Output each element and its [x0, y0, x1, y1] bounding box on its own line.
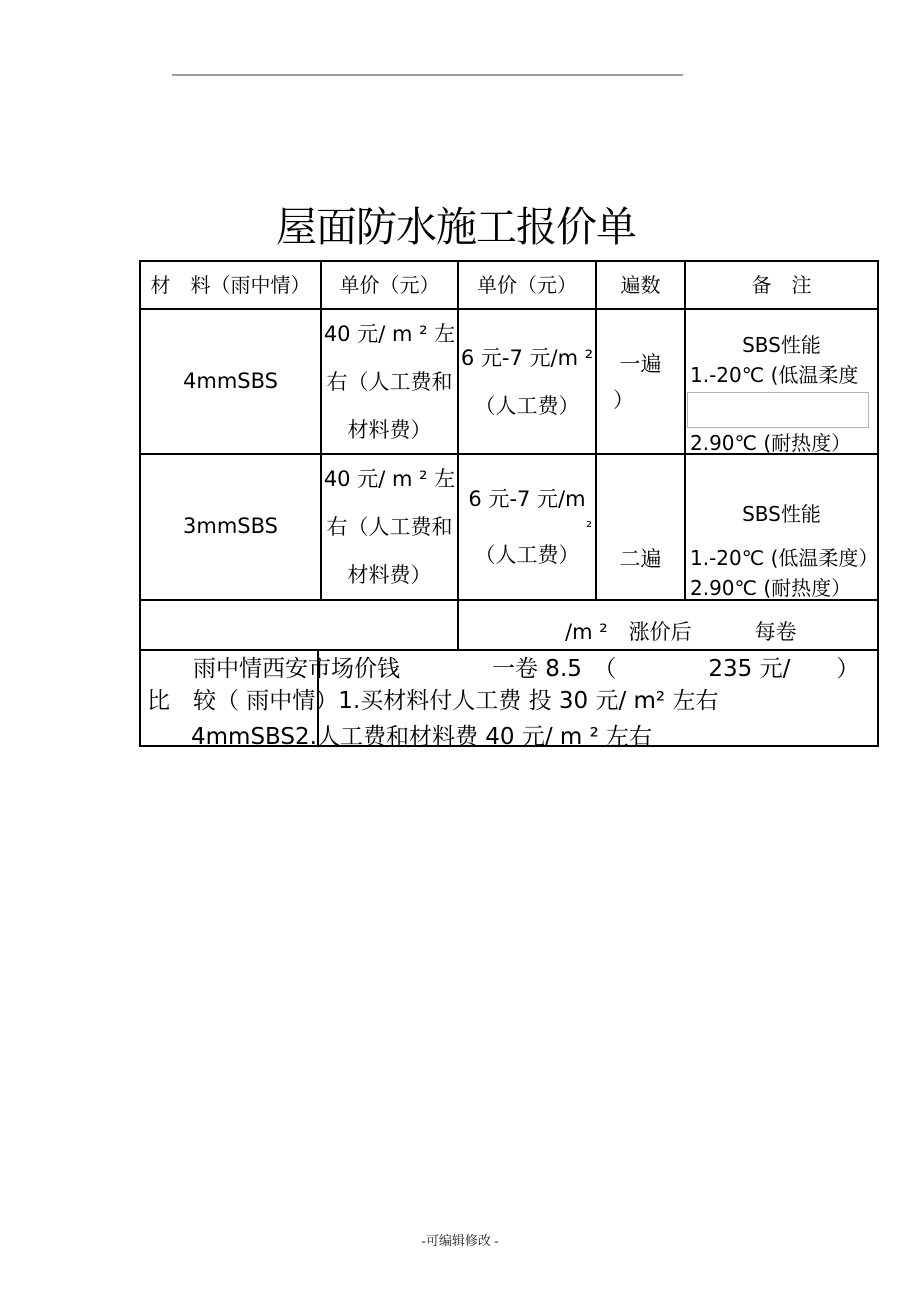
note-line: 2.90℃ (耐热度） [690, 576, 852, 600]
note-line: 2.90℃ (耐热度） [690, 431, 852, 455]
note-line: 1.-20℃ (低温柔度） [690, 546, 879, 570]
comparison-line: 4mmSBS2.人工费和材料费 40 元/ m ² 左右 [191, 724, 653, 750]
price-line: 右（人工费和 [326, 515, 453, 539]
row3-empty-cell [141, 601, 459, 651]
passes-cell-r2: 二遍 [597, 455, 686, 601]
price-line: 6 元-7 元/m [468, 487, 586, 511]
price-line: 40 元/ m ² 左 [323, 467, 456, 491]
price-line: 材料费） [347, 563, 432, 587]
note-line: SBS性能 [742, 333, 821, 357]
material-cell-4mmsbs: 4mmSBS [141, 310, 322, 455]
editable-note-footer: -可编辑修改 - [421, 1233, 499, 1248]
row3-price-note-cell: /m ² 涨价后 每卷 [459, 601, 877, 651]
empty-text-box [687, 392, 869, 428]
quotation-table [139, 260, 879, 750]
price-line: 40 元/ m ² 左 [323, 322, 456, 346]
price2-cell-r1 [459, 310, 597, 455]
price2-cell-r2 [459, 455, 597, 601]
price-line: （人工费） [474, 393, 580, 418]
note-line: SBS性能 [742, 502, 821, 526]
remarks-cell-r1 [686, 310, 877, 455]
header-cell-unit-price-1: 单价（元） [322, 262, 459, 310]
passes-text: ） [613, 387, 634, 412]
comparison-line: 比 较（ 雨中情）1.买材料付人工费 投 30 元/ m² 左右 [147, 688, 719, 714]
price-line: 材料费） [347, 418, 432, 442]
price-line: （人工费） [474, 543, 580, 567]
document-title: 屋面防水施工报价单 [276, 204, 636, 250]
comparison-line: 雨中情西安市场价钱 一卷 8.5 （ 235 元/ ） [193, 656, 860, 682]
passes-text: 一遍 [619, 351, 662, 376]
horizontal-rule [172, 74, 683, 76]
header-cell-passes: 遍数 [597, 262, 686, 310]
price-line: 右（人工费和 [326, 370, 453, 394]
price1-cell-r2 [322, 455, 459, 601]
passes-cell-r1 [597, 310, 686, 455]
remarks-cell-r2 [686, 455, 877, 601]
material-cell-3mmsbs: 3mmSBS [141, 455, 322, 601]
superscript-2: ² [585, 518, 592, 536]
header-cell-unit-price-2: 单价（元） [459, 262, 597, 310]
header-cell-remarks: 备 注 [686, 262, 877, 310]
comparison-row [141, 651, 877, 750]
note-line: 1.-20℃ (低温柔度 [690, 363, 859, 387]
header-cell-material: 材 料（雨中情） [141, 262, 322, 310]
price-line: 6 元-7 元/m ² [460, 345, 594, 370]
price1-cell-r1 [322, 310, 459, 455]
